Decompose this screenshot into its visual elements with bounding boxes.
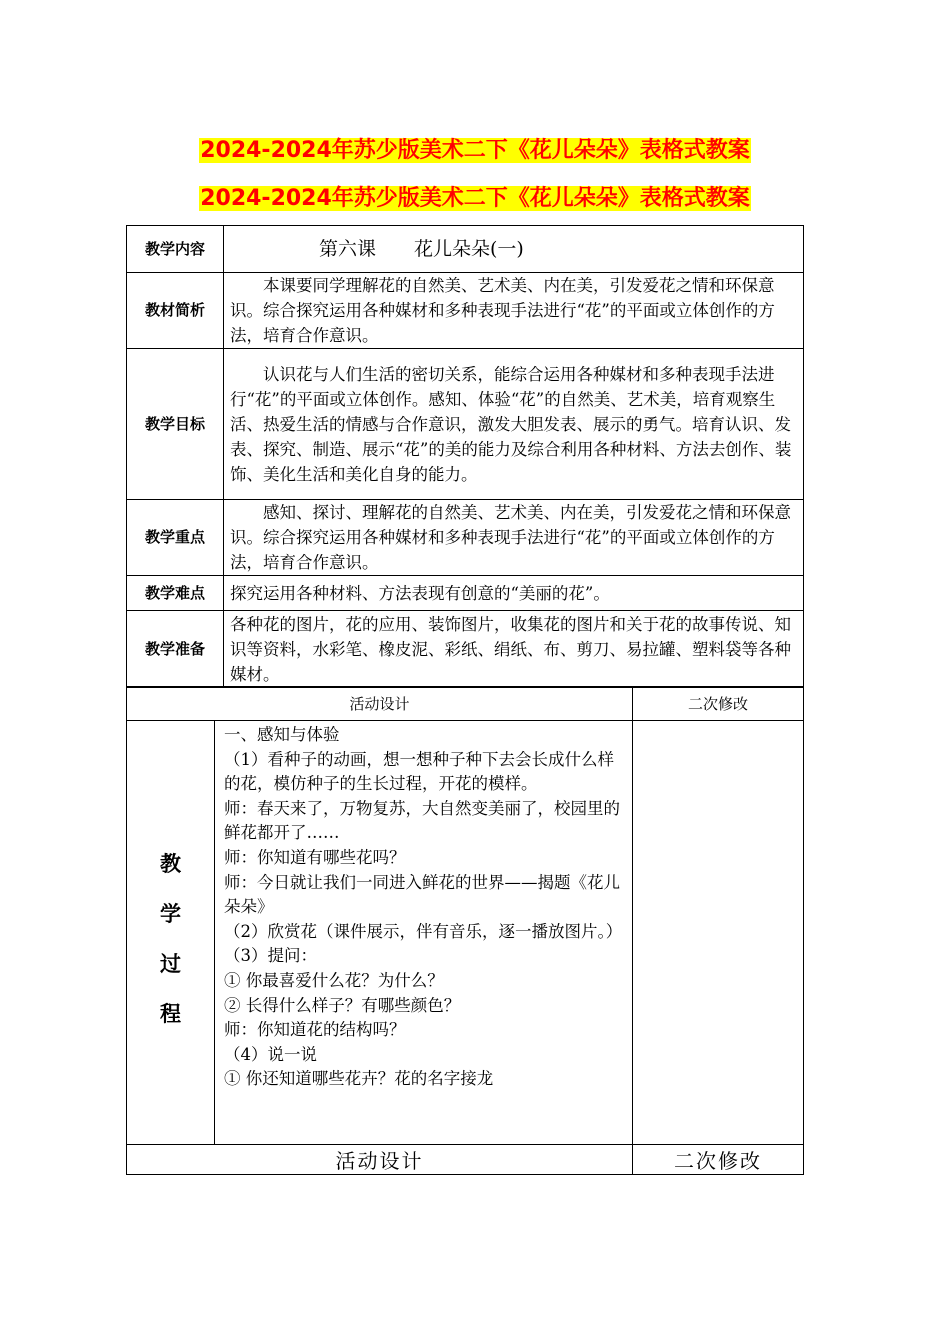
label-preparation: 教学准备 bbox=[127, 611, 224, 688]
process-line: 师：你知道有哪些花吗？ bbox=[224, 847, 406, 867]
row-teaching-goals bbox=[127, 349, 804, 500]
value-material-analysis: 本课要同学理解花的自然美、艺术美、内在美，引发爱花之情和环保意识。综合探究运用各种媒材和多种表现手法进行“花”的平面或立体创作的方法，培育合作意识。 bbox=[224, 273, 804, 349]
revision-cell bbox=[633, 721, 804, 1145]
label-key-points: 教学重点 bbox=[127, 500, 224, 576]
activity-header-row bbox=[127, 687, 804, 721]
row-key-points bbox=[127, 500, 804, 576]
activity-table bbox=[126, 686, 804, 1175]
process-char-2: 学 bbox=[160, 902, 181, 926]
document-title-text: 2024-2024年苏少版美术二下《花儿朵朵》表格式教案 bbox=[200, 138, 750, 163]
process-line: （1）看种子的动画，想一想种子种下去会长成什么样的花，模仿种子的生长过程，开花的模样。 bbox=[224, 749, 614, 794]
process-char-3: 过 bbox=[160, 952, 181, 976]
process-line: ① 你最喜爱什么花？为什么？ bbox=[224, 970, 444, 990]
revision-header: 二次修改 bbox=[633, 687, 804, 721]
label-material-analysis: 教材简析 bbox=[127, 273, 224, 349]
activity-design-footer: 活动设计 bbox=[127, 1145, 633, 1175]
process-line: ② 长得什么样子？有哪些颜色？ bbox=[224, 995, 461, 1015]
label-difficulties: 教学难点 bbox=[127, 576, 224, 611]
row-teaching-content bbox=[127, 226, 804, 273]
process-line: 师：今日就让我们一同进入鲜花的世界——揭题《花儿朵朵》 bbox=[224, 872, 620, 917]
row-material-analysis bbox=[127, 273, 804, 349]
label-teaching-content: 教学内容 bbox=[127, 226, 224, 273]
document-title-repeat-text: 2024-2024年苏少版美术二下《花儿朵朵》表格式教案 bbox=[200, 186, 750, 211]
process-line: 师：春天来了，万物复苏，大自然变美丽了，校园里的鲜花都开了…… bbox=[224, 798, 620, 843]
process-line: （2）欣赏花（课件展示，伴有音乐，逐一播放图片。） bbox=[224, 921, 623, 941]
process-line: （3）提问： bbox=[224, 946, 317, 966]
value-difficulties: 探究运用各种材料、方法表现有创意的“美丽的花”。 bbox=[224, 576, 804, 611]
value-preparation: 各种花的图片，花的应用、装饰图片，收集花的图片和关于花的故事传说、知识等资料，水彩笔、橡皮泥、彩纸、绢纸、布、剪刀、易拉罐、塑料袋等各种媒材。 bbox=[224, 611, 804, 688]
process-char-1: 教 bbox=[160, 852, 181, 876]
teaching-process-label bbox=[127, 721, 215, 1145]
value-key-points: 感知、探讨、理解花的自然美、艺术美、内在美，引发爱花之情和环保意识。综合探究运用各种媒材和多种表现手法进行“花”的平面或立体创作的方法，培育合作意识。 bbox=[224, 500, 804, 576]
label-teaching-goals: 教学目标 bbox=[127, 349, 224, 500]
activity-design-header: 活动设计 bbox=[127, 687, 633, 721]
document-title bbox=[0, 136, 950, 166]
row-preparation bbox=[127, 611, 804, 688]
process-line: ① 你还知道哪些花卉？花的名字接龙 bbox=[224, 1069, 494, 1089]
process-line: 师：你知道花的结构吗？ bbox=[224, 1020, 406, 1040]
lesson-info-table bbox=[126, 225, 804, 688]
value-teaching-content: 第六课 花儿朵朵(一) bbox=[224, 226, 804, 273]
process-char-4: 程 bbox=[160, 1002, 181, 1026]
value-teaching-goals: 认识花与人们生活的密切关系，能综合运用各种媒材和多种表现手法进行“花”的平面或立体创作。感知、体验“花”的自然美、艺术美，培育观察生活、热爱生活的情感与合作意识，激发大胆发表、展示的勇气。培育认识、发表、探究、制造、展示“花”的美的能力及综合利用各种材料、方法去创作、装饰、美化生活和美化自身的能力。 bbox=[224, 349, 804, 500]
process-line: 一、感知与体验 bbox=[224, 725, 340, 744]
document-title-repeat bbox=[0, 184, 950, 214]
teaching-process-row bbox=[127, 721, 804, 1145]
process-line: （4）说一说 bbox=[224, 1044, 317, 1064]
row-difficulties bbox=[127, 576, 804, 611]
activity-footer-row bbox=[127, 1145, 804, 1175]
revision-footer: 二次修改 bbox=[633, 1145, 804, 1175]
teaching-process-content bbox=[215, 721, 633, 1145]
